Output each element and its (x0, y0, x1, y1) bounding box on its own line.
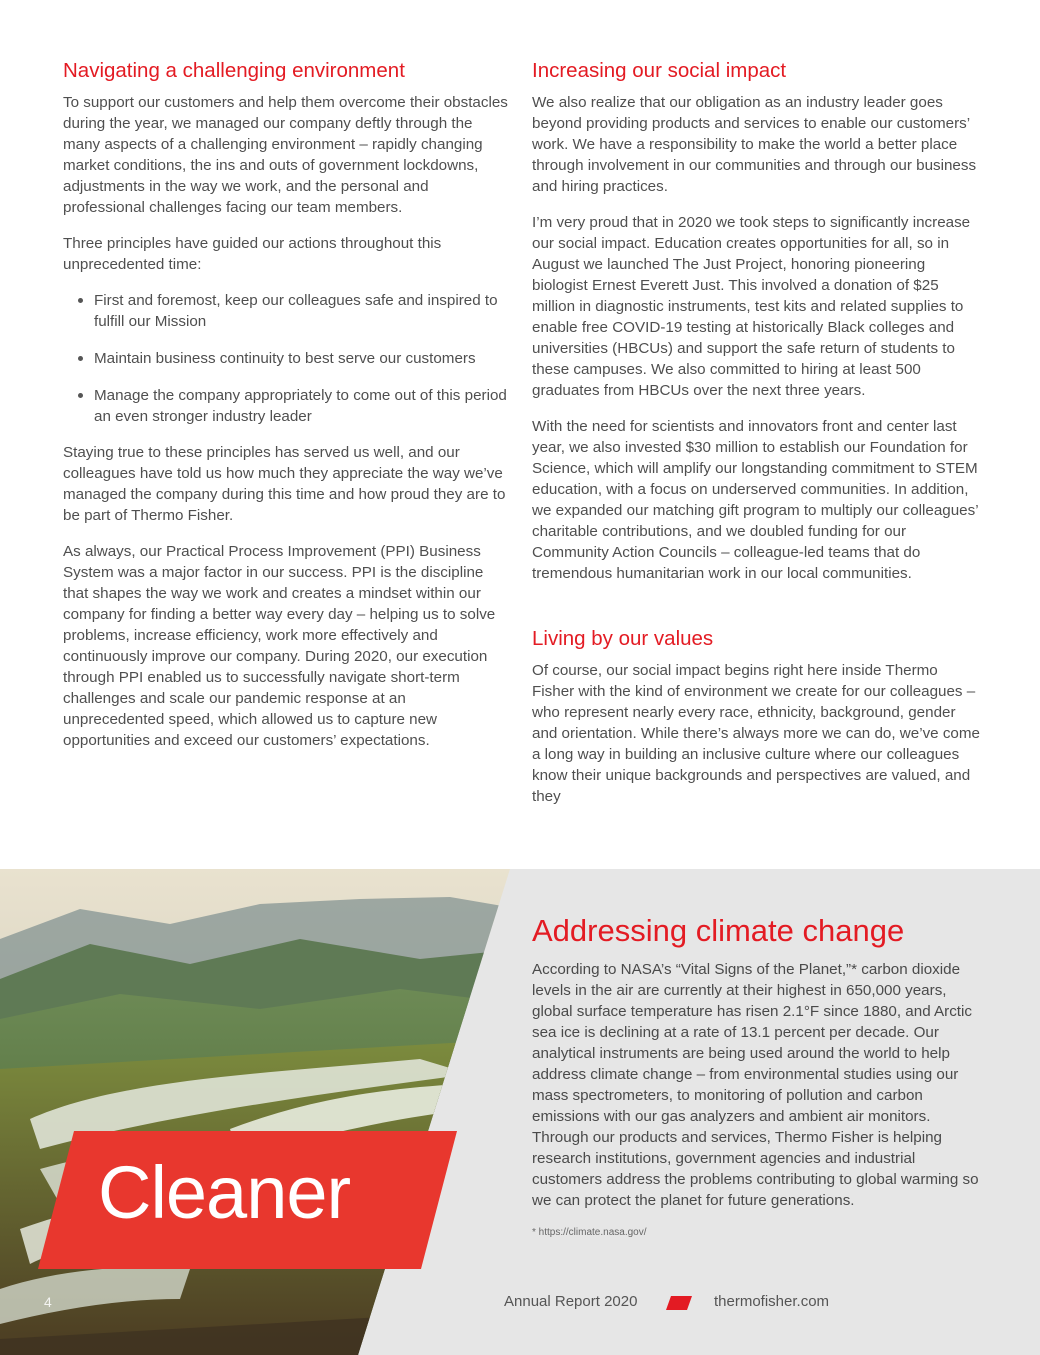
section-heading-navigating: Navigating a challenging environment (63, 59, 405, 82)
section-heading-values: Living by our values (532, 627, 714, 650)
paragraph: Of course, our social impact begins right here inside Thermo Fisher with the kind of environment we create for our colleagues – who represent nearly every race, ethnicity, background, gender and orientation. While there’s always more we can do, we’ve come a long way in building an inclusive culture where our colleagues know their unique backgrounds and perspectives are valued, and they (532, 662, 980, 805)
paragraph: I’m very proud that in 2020 we took steps to significantly increase our social impact. Education creates opportunities for all, so in August we launched The Just Project, honoring pioneering biologist Ernest Everett Just. This involved a donation of $25 million in diagnostic instruments, test kits and related supplies to enable free COVID-19 testing at historically Black colleges and universities (HBCUs) and support the safe return of students to these campuses. We also committed to hiring at least 500 graduates from HBCUs over the next three years. (532, 214, 971, 399)
principles-list (63, 290, 511, 427)
section-heading-climate: Addressing climate change (532, 913, 905, 948)
paragraph: With the need for scientists and innovators front and center last year, we also invested $30 million to establish our Foundation for Science, which will amplify our longstanding commitment to STEM education, with a focus on underserved communities. In addition, we expanded our matching gift program to multiply our colleagues’ charitable contributions, and we doubled funding for our Community Action Councils – colleague-led teams that do tremendous humanitarian work in our local communities. (532, 418, 979, 582)
paragraph: Staying true to these principles has served us well, and our colleagues have told us how much they appreciate the way we’ve managed the company during this time and how proud they are to be part of Thermo Fisher. (63, 444, 506, 524)
section-heading-social-impact: Increasing our social impact (532, 59, 787, 82)
climate-band (0, 869, 1040, 1355)
brand-mark-icon (666, 1296, 692, 1310)
footer-website: thermofisher.com (714, 1293, 830, 1310)
list-item: Maintain business continuity to best serve our customers (94, 348, 511, 369)
list-item: First and foremost, keep our colleagues safe and inspired to fulfill our Mission (94, 290, 511, 332)
spacer (532, 599, 980, 626)
climate-paragraph: According to NASA’s “Vital Signs of the Planet,”* carbon dioxide levels in the air are currently at their highest in 650,000 years, global surface temperature has risen 2.1°F since 1880, and Arctic sea ice is declining at a rate of 13.1 percent per decade. Our analytical instruments are being used around the world to help address climate change – from environmental studies using our mass spectrometers, to monitoring of pollution and carbon emissions with our gas analyzers and ambient air monitors. Through our products and services, Thermo Fisher is helping research institutions, government agencies and industrial customers address the problems contributing to global warming so we can protect the planet for future generations. (532, 961, 979, 1209)
banner-word: Cleaner (98, 1151, 351, 1234)
left-column (63, 58, 511, 766)
paragraph: We also realize that our obligation as an industry leader goes beyond providing products and services to enable our customers’ work. We have a responsibility to make the world a better place through involvement in our communities and through our business and hiring practices. (532, 94, 977, 195)
right-column (532, 58, 980, 822)
footer-report-title: Annual Report 2020 (504, 1293, 638, 1310)
climate-section (532, 913, 982, 1238)
paragraph: As always, our Practical Process Improvement (PPI) Business System was a major factor in our success. PPI is the discipline that shapes the way we work and creates a mindset within our company for finding a better way every day – helping us to solve problems, increase efficiency, work more effectively and continuously improve our company. During 2020, our execution through PPI enabled us to successfully navigate short-term challenges and scale our pandemic response at an unprecedented speed, which allowed us to capture new opportunities and exceed our customers’ expectations. (63, 543, 496, 749)
page-number: 4 (44, 1294, 52, 1310)
list-item: Manage the company appropriately to come out of this period an even stronger industry leader (94, 385, 511, 427)
footnote: * https://climate.nasa.gov/ (532, 1227, 647, 1238)
paragraph: Three principles have guided our actions throughout this unprecedented time: (63, 235, 442, 273)
paragraph: To support our customers and help them overcome their obstacles during the year, we managed our company deftly through the many aspects of a challenging environment – rapidly changing market conditions, the ins and outs of government lockdowns, adjustments in the way we work, and the personal and professional challenges facing our team members. (63, 94, 508, 216)
